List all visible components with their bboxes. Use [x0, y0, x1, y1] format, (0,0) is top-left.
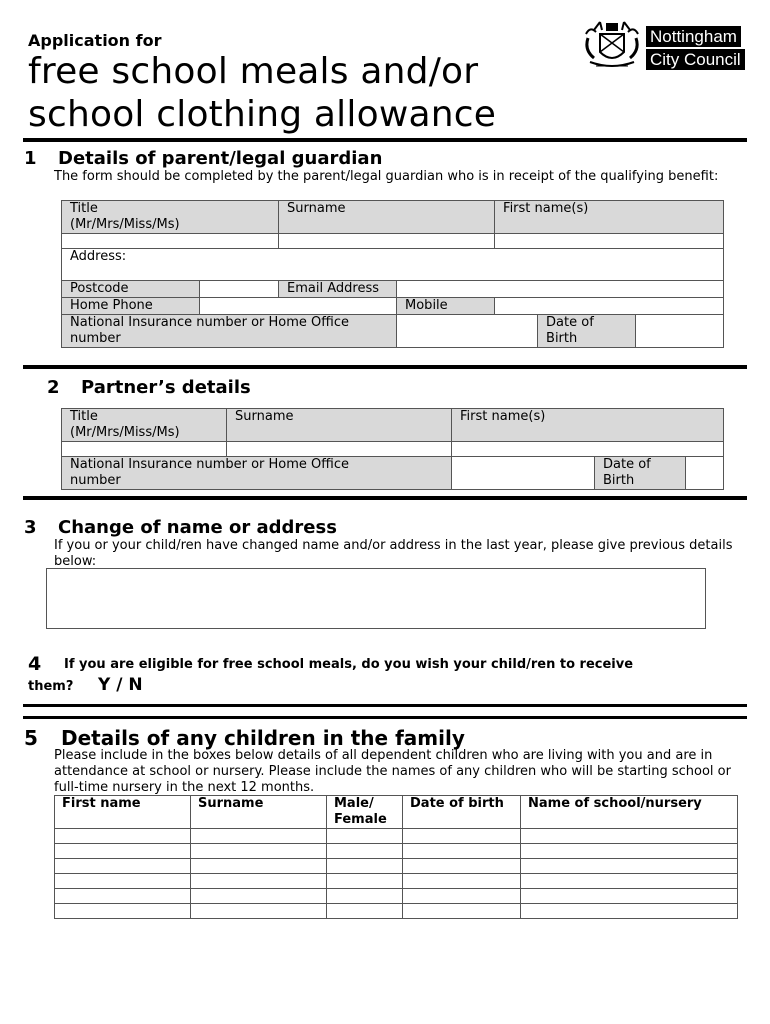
partner-firstname-field[interactable] [452, 442, 724, 457]
child-school-field[interactable] [521, 904, 738, 919]
form-title-line-2: school clothing allowance [28, 94, 497, 135]
child-dob-field[interactable] [403, 904, 521, 919]
col-first-name: First name [55, 796, 191, 829]
child-surname-field[interactable] [191, 889, 327, 904]
table-row [55, 829, 738, 844]
partner-ni-field[interactable] [452, 457, 595, 490]
child-gender-field[interactable] [327, 859, 403, 874]
section-3-number: 3 [24, 517, 37, 538]
section-divider [23, 716, 747, 719]
mobile-label: Mobile [397, 298, 495, 315]
crest-logo-icon [582, 20, 642, 72]
child-school-field[interactable] [521, 844, 738, 859]
child-school-field[interactable] [521, 874, 738, 889]
col-school: Name of school/nursery [521, 796, 738, 829]
section-1-intro: The form should be completed by the parent/legal guardian who is in receipt of the qualifying benefit: [54, 169, 719, 184]
surname-label: Surname [279, 201, 495, 234]
child-surname-field[interactable] [191, 844, 327, 859]
section-5-title: Details of any children in the family [61, 726, 465, 750]
child-gender-field[interactable] [327, 874, 403, 889]
child-surname-field[interactable] [191, 874, 327, 889]
section-1-title: Details of parent/legal guardian [58, 148, 383, 169]
child-first-name-field[interactable] [55, 904, 191, 919]
partner-dob-label: Date of Birth [595, 457, 686, 490]
table-row [55, 844, 738, 859]
child-dob-field[interactable] [403, 874, 521, 889]
section-1-number: 1 [24, 148, 37, 169]
address-label: Address: [70, 249, 127, 264]
logo-name-line-1: Nottingham [646, 26, 741, 47]
firstname-label: First name(s) [495, 201, 724, 234]
table-row [55, 889, 738, 904]
child-school-field[interactable] [521, 829, 738, 844]
surname-field[interactable] [279, 234, 495, 249]
partner-title-field[interactable] [62, 442, 227, 457]
section-divider [23, 138, 747, 142]
child-dob-field[interactable] [403, 859, 521, 874]
child-dob-field[interactable] [403, 889, 521, 904]
postcode-label: Postcode [62, 281, 200, 298]
child-dob-field[interactable] [403, 829, 521, 844]
table-row [55, 874, 738, 889]
section-2-number: 2 [47, 377, 60, 398]
partner-surname-label: Surname [227, 409, 452, 442]
section-4-question-end: them? [28, 679, 74, 694]
section-4-number: 4 [28, 653, 42, 675]
section-5-intro: Please include in the boxes below details of all dependent children who are living with you and are in attendance at school or nursery. Please include the names of any children who will be starting school or full-time nursery in the next 12 months. [54, 748, 731, 795]
partner-ni-label: National Insurance number or Home Office number [62, 457, 452, 490]
child-surname-field[interactable] [191, 859, 327, 874]
ni-field[interactable] [397, 315, 538, 348]
child-first-name-field[interactable] [55, 844, 191, 859]
child-first-name-field[interactable] [55, 859, 191, 874]
address-field[interactable] [62, 249, 724, 281]
child-school-field[interactable] [521, 889, 738, 904]
child-school-field[interactable] [521, 859, 738, 874]
form-title-line-1: free school meals and/or [28, 51, 479, 92]
child-first-name-field[interactable] [55, 889, 191, 904]
section-3-title: Change of name or address [58, 517, 337, 538]
section-4-question: If you are eligible for free school meals, do you wish your child/ren to receive [64, 657, 634, 672]
email-field[interactable] [397, 281, 724, 298]
mobile-field[interactable] [495, 298, 724, 315]
child-surname-field[interactable] [191, 904, 327, 919]
homephone-label: Home Phone [62, 298, 200, 315]
section-2-title: Partner’s details [81, 377, 251, 398]
child-dob-field[interactable] [403, 844, 521, 859]
section-3-intro: If you or your child/ren have changed name and/or address in the last year, please give previous details below: [54, 538, 733, 569]
section-divider [23, 704, 747, 707]
homephone-field[interactable] [200, 298, 397, 315]
postcode-field[interactable] [200, 281, 279, 298]
partner-firstname-label: First name(s) [452, 409, 724, 442]
child-first-name-field[interactable] [55, 829, 191, 844]
col-date-of-birth: Date of birth [403, 796, 521, 829]
table-row [55, 904, 738, 919]
section-divider [23, 496, 747, 500]
dob-label: Date of Birth [538, 315, 636, 348]
children-table [54, 795, 738, 919]
child-first-name-field[interactable] [55, 874, 191, 889]
section-5-number: 5 [24, 726, 38, 750]
child-gender-field[interactable] [327, 904, 403, 919]
partner-title-label: Title (Mr/Mrs/Miss/Ms) [62, 409, 227, 442]
col-gender: Male/ Female [327, 796, 403, 829]
previous-details-field[interactable] [46, 568, 706, 629]
table-row [55, 859, 738, 874]
title-label: Title (Mr/Mrs/Miss/Ms) [62, 201, 279, 234]
col-surname: Surname [191, 796, 327, 829]
email-label: Email Address [279, 281, 397, 298]
partner-details-table [61, 408, 724, 490]
parent-details-table [61, 200, 724, 348]
ni-label: National Insurance number or Home Office number [62, 315, 397, 348]
title-field[interactable] [62, 234, 279, 249]
form-subtitle: Application for [28, 31, 162, 50]
partner-dob-field[interactable] [686, 457, 724, 490]
firstname-field[interactable] [495, 234, 724, 249]
child-gender-field[interactable] [327, 889, 403, 904]
logo-name-line-2: City Council [646, 49, 745, 70]
child-gender-field[interactable] [327, 844, 403, 859]
child-gender-field[interactable] [327, 829, 403, 844]
partner-surname-field[interactable] [227, 442, 452, 457]
child-surname-field[interactable] [191, 829, 327, 844]
dob-field[interactable] [636, 315, 724, 348]
section-divider [23, 365, 747, 369]
yes-no-choice[interactable]: Y / N [98, 675, 143, 695]
